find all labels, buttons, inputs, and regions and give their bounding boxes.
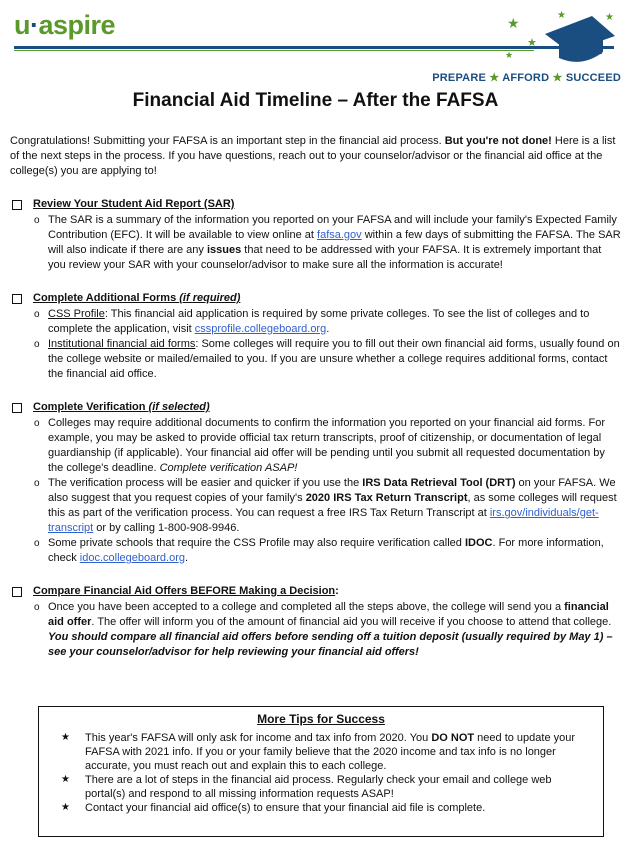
section-heading — [10, 400, 622, 415]
section-title-text: Compare Financial Aid Offers BEFORE Making a Decision — [33, 585, 336, 597]
tips-list — [49, 731, 593, 815]
section-title-italic: (if required) — [179, 292, 241, 304]
irs-transcript-link[interactable]: irs.gov/individuals/get-transcript — [48, 507, 599, 534]
item-text: . — [326, 323, 330, 335]
item-text: , as some colleges will request this as part of the verification process. You can request a free IRS Tax Return Transcript at — [48, 492, 617, 519]
item-italic: Complete verification ASAP! — [159, 462, 298, 474]
section-title — [33, 400, 210, 415]
svg-text:★: ★ — [557, 10, 566, 21]
section-heading — [10, 197, 622, 212]
item-bold: financial aid offer — [48, 601, 609, 628]
tip-item — [75, 773, 593, 801]
checkbox[interactable] — [12, 294, 22, 304]
item-text: or by calling 1-800-908-9946. — [93, 522, 240, 534]
list-item — [34, 600, 622, 660]
tip-bold: DO NOT — [431, 732, 475, 744]
section-title-colon: : — [335, 585, 339, 597]
tip-text: need to update your FAFSA with 2021 info. If you or your family believe that the 2020 income and tax info is no longer accurate, you must reach out and explain this to each college. — [85, 732, 576, 772]
list-item — [34, 476, 622, 536]
section-title: Review Your Student Aid Report (SAR) — [33, 198, 235, 210]
item-text: : This financial aid application is required by some private colleges. To see the list of colleges and to complete the application, visit — [48, 308, 590, 335]
item-text: within a few days of submitting the FAFSA. The SAR will also indicate if there are any — [48, 229, 621, 256]
tagline-succeed: SUCCEED — [565, 72, 621, 84]
checkbox[interactable] — [12, 587, 22, 597]
header-rule-accent — [14, 50, 534, 51]
tip-item — [75, 801, 593, 815]
item-text: Colleges may require additional documents to confirm the information you reported on your financial aid forms. For example, you may be asked to provide official tax return transcripts, proof of citizenship, or documentation of legal guardianship (if applicable). Your financial aid offer will be pending until you submit all requested documentation by the college's deadline. — [48, 417, 605, 474]
intro-text: Congratulations! Submitting your FAFSA is an important step in the financial aid process. — [10, 135, 445, 147]
list-item — [34, 307, 622, 337]
checkbox[interactable] — [12, 403, 22, 413]
item-list — [10, 307, 622, 382]
item-text: that need to be addressed with your FAFSA. It is extremely important that you review your SAR with your counselor/advisor to make sure all the information is accurate! — [48, 244, 602, 271]
item-text: The SAR is a summary of the information you reported on your FAFSA and will include your family's Expected Family Contribution (EFC). It will be available to view online at — [48, 214, 617, 241]
section-title-italic: (if selected) — [148, 401, 210, 413]
tagline — [432, 71, 621, 84]
list-item — [34, 536, 622, 566]
item-bold: 2020 IRS Tax Return Transcript — [305, 492, 468, 504]
css-profile-link[interactable]: cssprofile.collegeboard.org — [194, 323, 327, 335]
main-content — [10, 134, 622, 678]
tip-item — [75, 731, 593, 773]
section-verification — [10, 400, 622, 566]
tips-box — [38, 706, 604, 837]
idoc-link[interactable]: idoc.collegeboard.org — [79, 552, 185, 564]
item-text: . — [184, 552, 189, 564]
intro-paragraph — [10, 134, 622, 179]
page-title: Financial Aid Timeline – After the FAFSA — [132, 90, 499, 111]
item-bold-italic: You should compare all financial aid offers before sending off a tuition deposit (usually required by May 1) – see your counselor/advisor for help reviewing your financial aid offers! — [48, 631, 613, 658]
list-item — [34, 416, 622, 476]
logo-text-u: u — [14, 10, 30, 40]
section-title — [33, 291, 240, 306]
item-text: : Some colleges will require you to fill out their own financial aid forms, usually found on the college website or mailed/emailed to you. If you are unsure whether a college requires additional forms, contact the financial aid office. — [48, 338, 620, 380]
section-compare-offers — [10, 584, 622, 660]
tip-text: There are a lot of steps in the financial aid process. Regularly check your email and college web portal(s) and respond to all missing information requests ASAP! — [85, 774, 552, 800]
section-title-text: Complete Additional Forms — [33, 292, 180, 304]
item-bold: issues — [206, 244, 242, 256]
tip-text: Contact your financial aid office(s) to ensure that your financial aid file is complete. — [85, 802, 486, 814]
item-list — [10, 213, 622, 273]
checkbox[interactable] — [12, 200, 22, 210]
svg-text:★: ★ — [527, 37, 537, 49]
logo-text-aspire: aspire — [38, 10, 116, 40]
tips-title: More Tips for Success — [257, 712, 385, 726]
item-bold: IDOC — [464, 537, 493, 549]
section-heading — [10, 291, 622, 306]
item-label: CSS Profile — [48, 308, 105, 320]
list-item — [34, 213, 622, 273]
graduation-cap-icon — [497, 6, 617, 66]
item-label: Institutional financial aid forms — [48, 338, 196, 350]
fafsa-link[interactable]: fafsa.gov — [317, 229, 362, 241]
svg-text:★: ★ — [605, 12, 614, 23]
tagline-afford: AFFORD — [502, 72, 550, 84]
item-text: on your FAFSA. We also suggest that you request copies of your family's — [48, 477, 616, 504]
item-text: The verification process will be easier and quicker if you use the — [48, 477, 363, 489]
svg-text:★: ★ — [507, 15, 520, 31]
uaspire-logo — [14, 10, 115, 41]
item-text: Some private schools that require the CSS Profile may also require verification called — [48, 537, 465, 549]
star-icon: ★ — [489, 72, 500, 84]
svg-text:★: ★ — [505, 50, 514, 60]
intro-text-2: Here is a list of the next steps in the process. If you have questions, reach out to your counselor/advisor or the financial aid office at the college(s) you are applying to! — [10, 135, 616, 177]
item-text: . The offer will inform you of the amount of financial aid you will receive if you choose to attend that college. — [91, 616, 612, 628]
item-text: . For more information, check — [48, 537, 604, 564]
intro-bold: But you're not done! — [444, 135, 552, 147]
tagline-prepare: PREPARE — [432, 72, 486, 84]
item-list — [10, 416, 622, 566]
star-icon: ★ — [552, 72, 563, 84]
item-list — [10, 600, 622, 660]
section-title-text: Complete Verification — [33, 401, 149, 413]
list-item — [34, 337, 622, 382]
item-bold: IRS Data Retrieval Tool (DRT) — [362, 477, 516, 489]
section-review-sar — [10, 197, 622, 273]
section-additional-forms — [10, 291, 622, 382]
logo-dot: · — [30, 10, 39, 40]
section-heading — [10, 584, 622, 599]
tip-text: This year's FAFSA will only ask for income and tax info from 2020. You — [85, 732, 432, 744]
item-text: Once you have been accepted to a college and completed all the steps above, the college will send you a — [48, 601, 565, 613]
section-title — [33, 584, 339, 599]
